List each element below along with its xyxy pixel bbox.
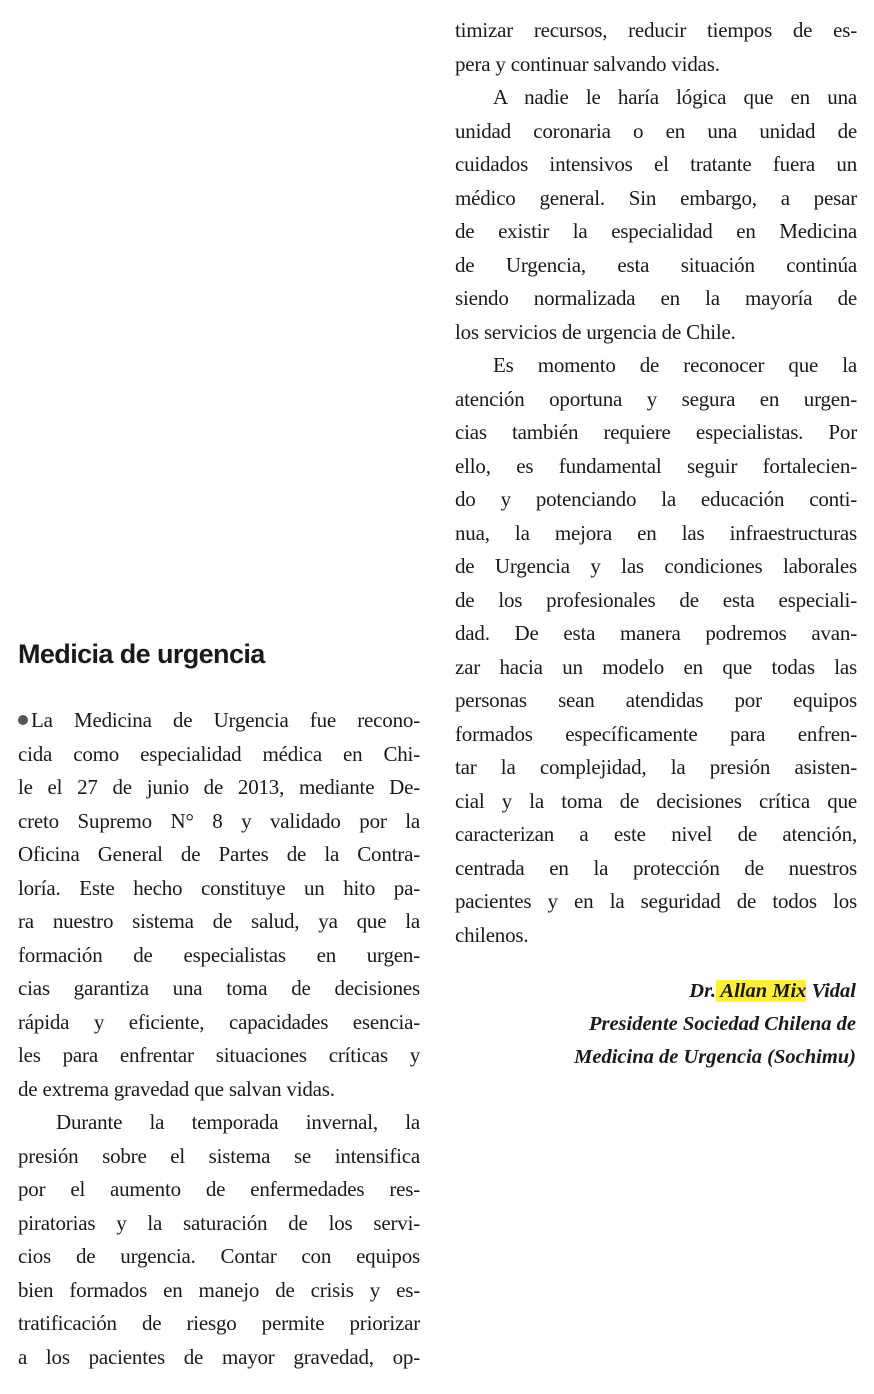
text-line: cida como especialidad médica en Chi- [18,741,420,766]
text-line: siendo normalizada en la mayoría de [455,286,857,310]
bullet-icon [18,715,28,725]
text-line: médico general. Sin embargo, a pesar [455,185,857,210]
highlighted-name: Allan Mix [716,980,806,1002]
text-line: pera y continuar salvando vidas. [455,51,720,76]
text-line: bien formados en manejo de crisis y es- [18,1277,420,1302]
text-line: Oficina General de Partes de la Contra- [18,842,420,866]
text-line: por el aumento de enfermedades res- [18,1177,420,1201]
text-line: creto Supremo N° 8 y validado por la [18,808,420,833]
text-line: cios de urgencia. Contar con equipos [18,1244,420,1268]
text-line: atención oportuna y segura en urgen- [455,386,857,411]
text-line: de extrema gravedad que salvan vidas. [18,1076,335,1101]
text-line: cuidados intensivos el tratante fuera un [455,152,857,176]
author-name [574,975,856,1008]
text-line: cial y la toma de decisiones crítica que [455,788,857,813]
right-column [455,14,857,952]
text-line: cias garantiza una toma de decisiones [18,976,420,1000]
text-line: A nadie le haría lógica que en una [493,85,857,109]
text-line: de Urgencia y las condiciones laborales [455,554,857,578]
text-line: do y potenciando la educación conti- [455,487,857,511]
text-line: La Medicina de Urgencia fue recono- [18,704,420,738]
text-line: ra nuestro sistema de salud, ya que la [18,909,420,933]
author-surname: Vidal [811,980,856,1002]
author-signature [574,975,856,1074]
text-line: presión sobre el sistema se intensifica [18,1143,420,1168]
author-title-line-1: Presidente Sociedad Chilena de [588,1013,856,1035]
text-line: Durante la temporada invernal, la [56,1110,420,1134]
author-prefix: Dr. [689,980,717,1002]
text-line: nua, la mejora en las infraestructuras [455,520,857,545]
text-line: piratorias y la saturación de los servi- [18,1210,420,1235]
text-line: Es momento de reconocer que la [493,353,857,377]
text-line: tar la complejidad, la presión asisten- [455,755,857,779]
text-line: unidad coronaria o en una unidad de [455,118,857,143]
text-line: de los profesionales de esta especiali- [455,587,857,612]
text-line: tratificación de riesgo permite priorizar [18,1311,420,1335]
text-line: rápida y eficiente, capacidades esencia- [18,1009,420,1034]
text-line: formados específicamente para enfren- [455,721,857,746]
author-title-line-2: Medicina de Urgencia (Sochimu) [574,1046,856,1068]
text-line: caracterizan a este nivel de atención, [455,822,857,846]
text-line: loría. Este hecho constituye un hito pa- [18,875,420,900]
text-line: zar hacia un modelo en que todas las [455,654,857,679]
text-line: personas sean atendidas por equipos [455,688,857,712]
text-line: centrada en la protección de nuestros [455,855,857,880]
article-headline: Medicia de urgencia [18,639,265,669]
text-line: les para enfrentar situaciones críticas y [18,1043,420,1067]
text-line: cias también requiere especialistas. Por [455,420,857,444]
text-line: chilenos. [455,922,529,947]
text-line: pacientes y en la seguridad de todos los [455,889,857,913]
text-line: de Urgencia, esta situación continúa [455,252,857,277]
text-line: los servicios de urgencia de Chile. [455,319,736,344]
text-line: timizar recursos, reducir tiempos de es- [455,18,857,42]
left-column [18,636,420,1374]
text-line: a los pacientes de mayor gravedad, op- [18,1344,420,1369]
text-line: de existir la especialidad en Medicina [455,219,857,243]
text-line: le el 27 de junio de 2013, mediante De- [18,775,420,799]
text-line: formación de especialistas en urgen- [18,942,420,967]
text-line: ello, es fundamental seguir fortalecien- [455,453,857,478]
text-line: dad. De esta manera podremos avan- [455,621,857,645]
